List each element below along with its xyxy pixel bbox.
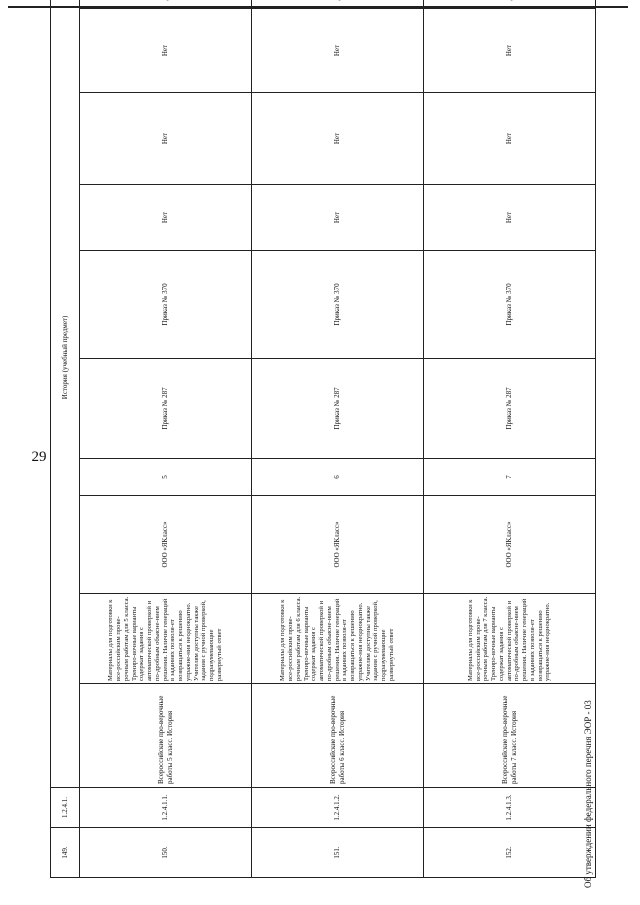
row-number: 152. xyxy=(424,828,596,878)
order-reference-1: Приказ № 287 xyxy=(424,359,596,459)
resource-organization: ООО «ЯКласс» xyxy=(252,496,424,594)
row-number: 151. xyxy=(252,828,424,878)
row-code: 1.2.4.1.1. xyxy=(80,788,252,828)
deadline-cell xyxy=(252,0,424,9)
resource-name: Всероссийские про-верочные работы 6 класс. История xyxy=(252,684,424,788)
resource-grade: 5 xyxy=(80,459,252,496)
value-cell-c: Нет xyxy=(252,9,424,93)
value-cell-a: Нет xyxy=(80,185,252,251)
eor-table xyxy=(50,0,596,878)
order-reference-1: Приказ № 287 xyxy=(80,359,252,459)
order-reference-2: Приказ № 370 xyxy=(424,251,596,359)
subject-heading: История (учебный предмет) xyxy=(51,0,80,788)
value-cell-b: Нет xyxy=(80,93,252,185)
table-row xyxy=(80,0,252,878)
table-row xyxy=(424,0,596,878)
resource-grade: 6 xyxy=(252,459,424,496)
row-number: 150. xyxy=(80,828,252,878)
row-number: 149. xyxy=(51,828,80,878)
rotated-table-wrapper xyxy=(50,28,588,878)
order-reference-1: Приказ № 287 xyxy=(252,359,424,459)
deadline-cell xyxy=(80,0,252,9)
value-cell-b: Нет xyxy=(424,93,596,185)
row-code: 1.2.4.1.3. xyxy=(424,788,596,828)
row-code: 1.2.4.1.2. xyxy=(252,788,424,828)
table-row xyxy=(252,0,424,878)
value-cell-b: Нет xyxy=(252,93,424,185)
resource-organization: ООО «ЯКласс» xyxy=(80,496,252,594)
value-cell-c: Нет xyxy=(80,9,252,93)
resource-name: Всероссийские про-верочные работы 7 класс. История xyxy=(424,684,596,788)
page-number: 29 xyxy=(31,449,47,465)
resource-description: Материалы для подготовки к все-российским прове-рочным работам для 6 класса. Трениро-вочные варианты содержат задания с автоматической проверкой и по-дробным объясне-нием решения. Наличие генераций в заданиях позволя-ет возвращаться к решению упражне-ния неоднократно. Учителям доступны также задания с ручной проверкой, подразумевающие развернутый ответ xyxy=(252,594,424,684)
row-code: 1.2.4.1. xyxy=(51,788,80,828)
value-cell-a: Нет xyxy=(252,185,424,251)
resource-grade: 7 xyxy=(424,459,596,496)
document-footer: Об утверждении федерального перечня ЭОР - 03 xyxy=(583,700,593,888)
table-row-subheader xyxy=(51,0,80,878)
resource-description: Материалы для подготовки к все-российским прове-рочным работам для 7 класса. Трениро-вочные варианты содержат задания с автоматической проверкой и по-дробным объясне-нием решения. Наличие генераций в заданиях позволя-ет возвращаться к решению упражне-ния неоднократно. xyxy=(424,594,596,684)
resource-name: Всероссийские про-верочные работы 5 класс. История xyxy=(80,684,252,788)
value-cell-a: Нет xyxy=(424,185,596,251)
value-cell-c: Нет xyxy=(424,9,596,93)
deadline-cell xyxy=(424,0,596,9)
resource-organization: ООО «ЯКласс» xyxy=(424,496,596,594)
order-reference-2: Приказ № 370 xyxy=(252,251,424,359)
resource-description: Материалы для подготовки к все-российским прове-рочным работам для 5 класса. Трениро-вочные варианты содержат задания с автоматической проверкой и по-дробным объясне-нием решения. Наличие генераций в заданиях позволя-ет возвращаться к решению упражне-ния неоднократно. Учителям доступны также задания с ручной проверкой, подразумевающие развернутый ответ xyxy=(80,594,252,684)
order-reference-2: Приказ № 370 xyxy=(80,251,252,359)
